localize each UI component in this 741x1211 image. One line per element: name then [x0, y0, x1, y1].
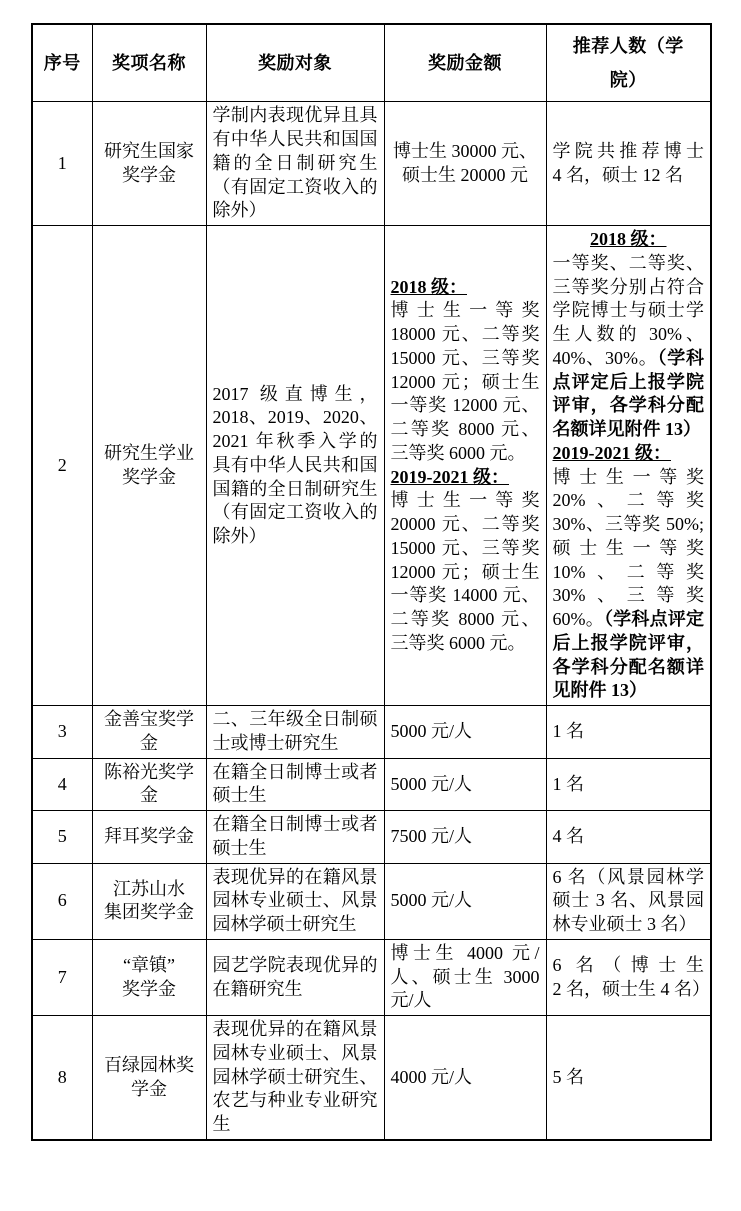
- cell-award-target: 表现优异的在籍风景园林专业硕士、风景园林学硕士研究生、农艺与种业专业研究生: [206, 1016, 384, 1140]
- cell-award-amount: 博士生 30000 元、硕士生 20000 元: [384, 102, 546, 226]
- quota-note-bold: （学科点评定后上报学院评审，各学科分配名额详见附件 13）: [552, 609, 705, 701]
- quota-note-bold: （学科点评定后上报学院评审，各学科分配名额详见附件 13）: [552, 347, 704, 440]
- cell-award-target: 二、三年级全日制硕士或博士研究生: [206, 706, 384, 759]
- cell-award-target: 表现优异的在籍风景园林专业硕士、风景园林学硕士研究生: [206, 863, 384, 939]
- scholarship-table: [31, 23, 712, 1141]
- col-header-award-amount: 奖励金额: [384, 24, 546, 102]
- cell-recommend-quota: 5 名: [546, 1016, 711, 1140]
- quota-ratio-text: 一等奖、二等奖、三等奖分别占符合学院博士与硕士学生人数的 30%、40%、30%。: [552, 252, 704, 368]
- table-row: [32, 226, 711, 706]
- cell-award-name: 研究生国家奖学金: [92, 102, 206, 226]
- cell-recommend-quota: 1 名: [546, 758, 711, 811]
- cell-award-target: 学制内表现优异且具有中华人民共和国国籍的全日制研究生（有固定工资收入的除外）: [206, 102, 384, 226]
- table-row: [32, 758, 711, 811]
- cell-index: 7: [32, 939, 92, 1015]
- grade-2018-quota-text: [553, 252, 705, 442]
- table-row: [32, 939, 711, 1015]
- cell-award-target: 在籍全日制博士或者硕士生: [206, 811, 384, 864]
- quota-ratio-text: 博士生一等奖 20%、二等奖 30%、三等奖 50%;硕士生一等奖 10%、二等奖 30%、三等奖 60%。: [552, 466, 704, 630]
- grade-2019-2021-heading: 2019-2021 级：: [552, 442, 671, 463]
- cell-recommend-quota: 6 名（风景园林学硕士 3 名、风景园林专业硕士 3 名）: [546, 863, 711, 939]
- cell-award-name: “章镇” 奖学金: [92, 939, 206, 1015]
- col-header-recommend-quota: 推荐人数（学 院）: [546, 24, 711, 102]
- cell-award-amount: 5000 元/人: [384, 706, 546, 759]
- cell-award-name: 百绿园林奖学金: [92, 1016, 206, 1140]
- grade-2019-2021-quota-text: [553, 466, 705, 704]
- cell-award-name: 金善宝奖学金: [92, 706, 206, 759]
- cell-index: 3: [32, 706, 92, 759]
- cell-award-amount: 5000 元/人: [384, 863, 546, 939]
- cell-award-amount: 7500 元/人: [384, 811, 546, 864]
- cell-index: 8: [32, 1016, 92, 1140]
- table-row: [32, 706, 711, 759]
- cell-index: 5: [32, 811, 92, 864]
- grade-2019-2021-amount-text: 博士生一等奖 20000 元、二等奖 15000 元、三等奖 12000 元；硕士生一等奖 14000 元、二等奖 8000 元、三等奖 6000 元。: [390, 490, 540, 653]
- cell-index: 6: [32, 863, 92, 939]
- grade-2018-heading: 2018 级：: [590, 229, 667, 250]
- cell-award-name: 研究生学业奖学金: [92, 226, 206, 706]
- col-header-award-target: 奖励对象: [206, 24, 384, 102]
- cell-index: 2: [32, 226, 92, 706]
- cell-award-name: 拜耳奖学金: [92, 811, 206, 864]
- cell-recommend-quota: 4 名: [546, 811, 711, 864]
- table-row: [32, 1016, 711, 1140]
- cell-recommend-quota: 6 名（博士生 2 名，硕士生 4 名）: [546, 939, 711, 1015]
- col-header-index: 序号: [32, 24, 92, 102]
- grade-2019-2021-heading: 2019-2021 级：: [390, 466, 509, 487]
- cell-award-name: 陈裕光奖学金: [92, 758, 206, 811]
- grade-2018-amount-text: 博士生一等奖 18000 元、二等奖 15000 元、三等奖 12000 元；硕士生一等奖 12000 元、二等奖 8000 元、三等奖 6000 元。: [390, 300, 540, 463]
- cell-index: 4: [32, 758, 92, 811]
- cell-award-amount: 5000 元/人: [384, 758, 546, 811]
- cell-award-amount: 博士生 4000 元/人、硕士生 3000 元/人: [384, 939, 546, 1015]
- cell-award-name: 江苏山水 集团奖学金: [92, 863, 206, 939]
- col-header-award-name: 奖项名称: [92, 24, 206, 102]
- table-row: [32, 102, 711, 226]
- cell-recommend-quota: [546, 226, 711, 706]
- cell-index: 1: [32, 102, 92, 226]
- cell-award-target: 2017 级直博生，2018、2019、2020、2021 年秋季入学的具有中华人民共和国国籍的全日制研究生（有固定工资收入的除外）: [206, 226, 384, 706]
- cell-award-target: 在籍全日制博士或者硕士生: [206, 758, 384, 811]
- table-row: [32, 863, 711, 939]
- cell-award-target: 园艺学院表现优异的在籍研究生: [206, 939, 384, 1015]
- grade-2018-heading: 2018 级：: [390, 276, 467, 297]
- cell-award-amount: 4000 元/人: [384, 1016, 546, 1140]
- cell-award-amount: [384, 226, 546, 706]
- table-row: [32, 811, 711, 864]
- cell-recommend-quota: 学院共推荐博士 4 名，硕士 12 名: [546, 102, 711, 226]
- header-row: [32, 24, 711, 102]
- cell-recommend-quota: 1 名: [546, 706, 711, 759]
